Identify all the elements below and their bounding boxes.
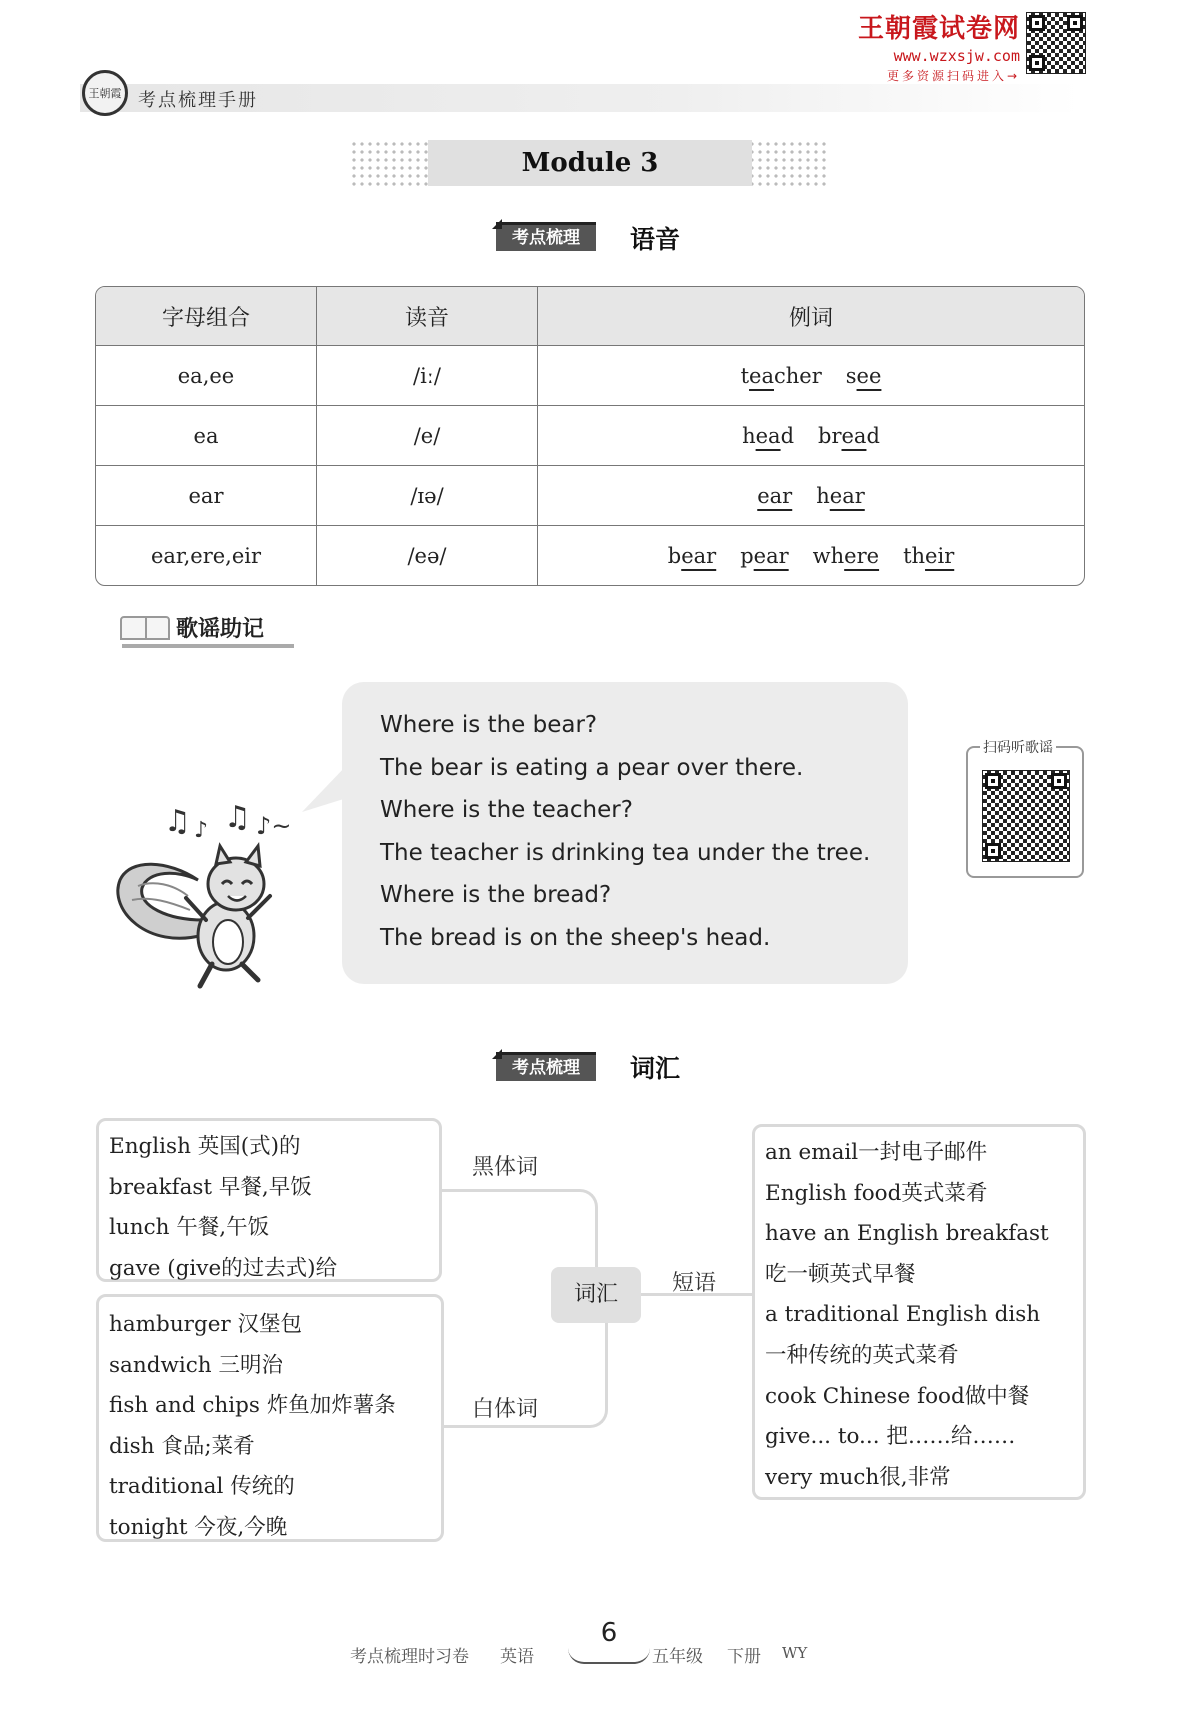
music-note-icon: ♫ — [224, 800, 251, 835]
list-item: breakfast 早餐,早饭 — [109, 1174, 312, 1200]
highlighted-letters: ea — [755, 423, 781, 448]
section-name-vocab: 词汇 — [630, 1054, 681, 1083]
publisher-logo: 王朝霞 — [82, 70, 128, 116]
list-item: very much很,非常 — [765, 1464, 951, 1490]
highlighted-letters: ear — [829, 483, 865, 508]
highlighted-letters: ear — [757, 483, 793, 508]
example-word — [740, 544, 788, 568]
list-item: dish 食品;菜肴 — [109, 1433, 255, 1459]
example-word — [903, 544, 954, 568]
footer-term: 下册 — [727, 1647, 761, 1667]
example-words — [538, 406, 1085, 466]
list-item: hamburger 汉堡包 — [109, 1312, 303, 1337]
list-item: a traditional English dish — [765, 1302, 1041, 1328]
bold-words-list — [99, 1121, 439, 1289]
label-bold-words: 黑体词 — [472, 1155, 539, 1180]
module-banner-dots-right — [740, 140, 830, 186]
bold-words-box — [96, 1118, 442, 1282]
section-name-phonics: 语音 — [630, 225, 681, 254]
list-item: English food英式菜肴 — [765, 1180, 988, 1206]
word-part: b — [667, 543, 682, 568]
phrases-list — [755, 1127, 1083, 1498]
brand-tagline: 更多资源扫码进入→ — [886, 69, 1020, 83]
rhyme-audio-qr[interactable] — [966, 740, 1084, 878]
footer-edition: WY — [782, 1644, 808, 1662]
highlighted-letters: ear — [681, 543, 717, 568]
rhyme-line: The bread is on the sheep's head. — [380, 924, 771, 951]
list-item: sandwich 三明治 — [109, 1352, 283, 1378]
letter-combination: ea,ee — [96, 346, 317, 406]
word-part: d — [866, 423, 880, 448]
vocab-center-node: 词汇 — [551, 1267, 641, 1323]
label-plain-words: 白体词 — [472, 1397, 539, 1422]
music-note-icon: ♫ — [164, 804, 191, 839]
highlighted-letters: eir — [925, 543, 955, 568]
brand-name: 王朝霞试卷网 — [858, 14, 1021, 44]
music-note-icon: ♪ — [194, 818, 209, 843]
example-words — [538, 466, 1085, 526]
rhyme-line: Where is the bread? — [380, 882, 612, 908]
list-item: an email一封电子邮件 — [765, 1140, 988, 1165]
highlighted-letters: ea — [841, 423, 867, 448]
music-note-icon: ♪~ — [256, 812, 292, 840]
section-tag-vocab: 考点梳理 — [496, 1052, 596, 1081]
table-row — [96, 526, 1084, 586]
pronunciation: /iː/ — [317, 346, 538, 406]
word-part: wh — [812, 543, 845, 568]
table-row — [96, 346, 1084, 406]
list-item: traditional 传统的 — [109, 1474, 295, 1499]
word-part: br — [818, 423, 842, 448]
rhyme-lines — [380, 704, 870, 959]
example-word — [813, 544, 879, 568]
highlighted-letters: ear — [753, 543, 789, 568]
list-item: 一种传统的英式菜肴 — [765, 1342, 959, 1368]
label-phrases: 短语 — [672, 1271, 717, 1296]
word-part: s — [845, 363, 857, 388]
highlighted-letters: ee — [856, 363, 882, 388]
plain-words-list — [99, 1297, 441, 1548]
phonics-table — [95, 286, 1085, 586]
module-banner — [350, 140, 830, 186]
squirrel-icon — [108, 840, 298, 990]
rhyme-line: The teacher is drinking tea under the tree. — [380, 839, 871, 866]
list-item: tonight 今夜,今晚 — [109, 1514, 288, 1540]
word-part: th — [903, 543, 926, 568]
table-row — [96, 466, 1084, 526]
footer-subject: 英语 — [500, 1647, 534, 1667]
page-number: 6 — [600, 1618, 618, 1648]
example-word — [816, 484, 865, 508]
example-words — [538, 526, 1085, 586]
word-part: p — [740, 543, 754, 568]
brand-url[interactable]: www.wzxsjw.com — [893, 47, 1020, 65]
rhyme-title: 歌谣助记 — [176, 617, 265, 642]
rhyme-heading — [120, 612, 294, 644]
rhyme-underline — [122, 644, 294, 648]
brand-qr-code[interactable] — [1026, 12, 1086, 74]
rhyme-line: Where is the teacher? — [380, 797, 633, 823]
header-letters: 字母组合 — [96, 287, 317, 346]
header-sound: 读音 — [317, 287, 538, 346]
pronunciation: /e/ — [317, 406, 538, 466]
list-item: English 英国(式)的 — [109, 1134, 301, 1159]
example-word — [741, 364, 822, 388]
rhyme-qr-label: 扫码听歌谣 — [980, 737, 1056, 757]
word-part: h — [816, 483, 830, 508]
example-words — [538, 346, 1085, 406]
word-part: h — [742, 423, 756, 448]
example-word — [757, 484, 792, 508]
example-word — [818, 424, 880, 448]
highlighted-letters: ea — [749, 363, 774, 388]
pronunciation: /eə/ — [317, 526, 538, 586]
letter-combination: ear,ere,eir — [96, 526, 317, 586]
example-word — [668, 544, 716, 568]
phrases-box — [752, 1124, 1086, 1500]
open-book-icon — [120, 616, 170, 640]
qr-code-icon[interactable] — [982, 770, 1070, 862]
word-part: d — [780, 423, 795, 448]
module-banner-dots-left — [350, 140, 440, 186]
section-tag-phonics: 考点梳理 — [496, 222, 596, 251]
squirrel-illustration — [108, 800, 298, 990]
list-item: gave (give的过去式)给 — [109, 1255, 338, 1281]
list-item: lunch 午餐,午饭 — [109, 1215, 270, 1240]
rhyme-speech-bubble — [342, 682, 908, 984]
footer-grade: 五年级 — [652, 1647, 703, 1667]
example-word — [846, 364, 882, 388]
list-item: cook Chinese food做中餐 — [765, 1383, 1030, 1409]
brand-block[interactable] — [858, 8, 1020, 84]
letter-combination: ea — [96, 406, 317, 466]
highlighted-letters: ere — [844, 543, 880, 568]
list-item: have an English breakfast — [765, 1221, 1049, 1247]
module-title: Module 3 — [428, 140, 752, 186]
footer-book: 考点梳理时习卷 — [350, 1647, 469, 1667]
example-word — [742, 424, 794, 448]
table-row — [96, 406, 1084, 466]
list-item: give... to... 把……给…… — [765, 1424, 1016, 1450]
plain-words-box — [96, 1294, 444, 1542]
list-item: fish and chips 炸鱼加炸薯条 — [109, 1393, 396, 1418]
rhyme-line: Where is the bear? — [380, 712, 598, 738]
manual-title: 考点梳理手册 — [138, 90, 258, 111]
letter-combination: ear — [96, 466, 317, 526]
header-examples: 例词 — [538, 287, 1085, 346]
word-part: t — [740, 363, 750, 388]
word-part: cher — [774, 363, 822, 388]
pronunciation: /ɪə/ — [317, 466, 538, 526]
rhyme-line: The bear is eating a pear over there. — [380, 754, 804, 781]
page-number-arc — [568, 1648, 650, 1664]
list-item: 吃一顿英式早餐 — [765, 1261, 916, 1287]
